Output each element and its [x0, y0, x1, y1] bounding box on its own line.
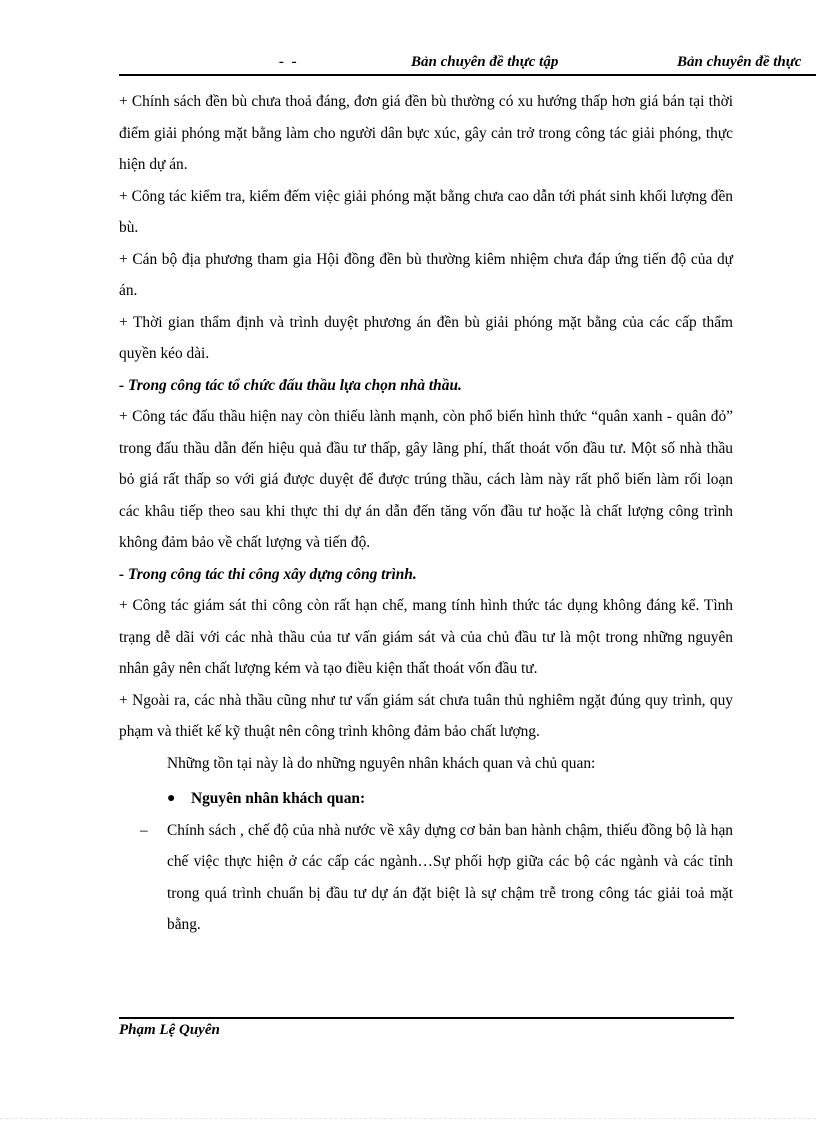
- paragraph-inspection: + Công tác kiểm tra, kiểm đếm việc giải phóng mặt bằng chưa cao dẫn tới phát sinh khối lượng đền bù.: [119, 187, 733, 236]
- paragraph-local-officials: + Cán bộ địa phương tham gia Hội đồng đền bù thường kiêm nhiệm chưa đáp ứng tiến độ của dự án.: [119, 250, 733, 299]
- footer-rule: [119, 1017, 734, 1019]
- section-heading-construction: - Trong công tác thi công xây dựng công trình.: [119, 565, 417, 583]
- paragraph-bidding: + Công tác đấu thầu hiện nay còn thiếu lành mạnh, còn phổ biến hình thức “quân xanh - quân đỏ” trong đấu thầu dẫn đến hiệu quả đầu tư thấp, gây lãng phí, thất thoát vốn đầu tư. Một số nhà thầu bỏ giá rất thấp so với giá được duyệt để được trúng thầu, cách làm này rất phổ biến làm rối loạn các khâu tiếp theo sau khi thực thi dự án dẫn đến tăng vốn đầu tư hoặc là chất lượng công trình không đảm bảo về chất lượng và tiến độ.: [119, 408, 733, 551]
- section-heading-bidding: - Trong công tác tổ chức đấu thầu lựa chọn nhà thầu.: [119, 376, 462, 394]
- page-edge-divider: [0, 1118, 816, 1119]
- dash-item-policy: [119, 815, 733, 941]
- paragraph-supervision: + Công tác giám sát thi công còn rất hạn chế, mang tính hình thức tác dụng không đáng kể. Tình trạng dễ dãi với các nhà thầu của tư vấn giám sát và của chủ đầu tư là một trong những nguyên nhân gây nên chất lượng kém và tạo điều kiện thất thoát vốn đầu tư.: [119, 597, 733, 677]
- header-dashes: - -: [279, 54, 299, 70]
- paragraph-compliance: + Ngoài ra, các nhà thầu cũng như tư vấn giám sát chưa tuân thủ nghiêm ngặt đúng quy trình, quy phạm và thiết kế kỹ thuật nên công trình không đảm bảo chất lượng.: [119, 691, 733, 740]
- paragraph-appraisal-time: + Thời gian thẩm định và trình duyệt phương án đền bù giải phóng mặt bằng của các cấp thẩm quyền kéo dài.: [119, 313, 733, 362]
- bullet-dot-icon: ●: [167, 791, 176, 806]
- bullet-objective-causes: [119, 783, 733, 815]
- page-header: [119, 50, 816, 76]
- document-body: [119, 86, 733, 941]
- dash-item-text: Chính sách , chế độ của nhà nước về xây dựng cơ bản ban hành chậm, thiếu đồng bộ là hạn chế việc thực hiện ở các cấp các ngành…Sự phối hợp giữa các bộ các ngành và các tỉnh trong quá trình chuẩn bị đầu tư dự án đặt biệt là sự chậm trễ trong công tác giải toả mặt bằng.: [167, 821, 733, 933]
- paragraph-causes-intro: Những tồn tại này là do những nguyên nhân khách quan và chủ quan:: [167, 754, 596, 772]
- header-title: Bản chuyên đề thực tập: [411, 54, 559, 70]
- header-title-repeat: Bản chuyên đề thực: [677, 54, 802, 70]
- footer-author: Phạm Lệ Quyên: [119, 1022, 220, 1038]
- paragraph-compensation-policy: + Chính sách đền bù chưa thoả đáng, đơn giá đền bù thường có xu hướng thấp hơn giá bán tại thời điểm giải phóng mặt bằng làm cho người dân bực xúc, gây cản trở trong công tác giải phóng, thực hiện dự án.: [119, 93, 733, 173]
- dash-marker-icon: –: [140, 821, 148, 839]
- header-rule: [119, 74, 816, 76]
- bullet-label: Nguyên nhân khách quan:: [191, 790, 366, 807]
